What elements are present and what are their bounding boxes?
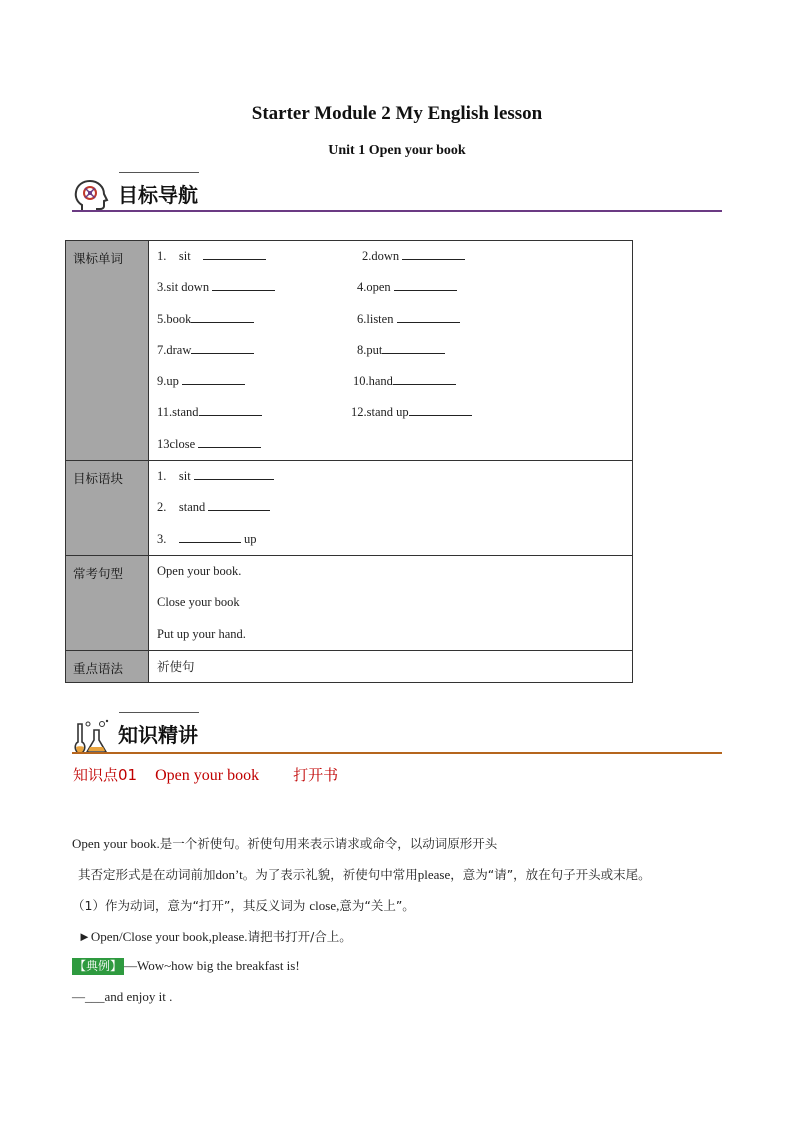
page-title: Starter Module 2 My English lesson (251, 103, 543, 124)
vocab-row: 5.book 6.listen (157, 304, 632, 335)
header-topline (119, 712, 199, 713)
section-label: 知识精讲 (118, 723, 198, 747)
section-label: 目标导航 (118, 183, 198, 207)
vocab-row: 11.stand 12.stand up (157, 397, 632, 428)
vocab-row: 1. sit 2.down (157, 241, 632, 272)
overview-table (65, 240, 633, 683)
grammar-text: 祈使句 (157, 658, 195, 674)
table-row-sentences (66, 555, 633, 650)
grammar-head: 重点语法 (66, 650, 149, 682)
sentences-head: 常考句型 (66, 555, 149, 650)
example-line: 【典例】 —Wow~how big the breakfast is! (74, 958, 300, 973)
sentences-cell (149, 555, 633, 650)
sentence-line: Put up your hand. (157, 626, 246, 641)
chunks-cell (149, 461, 633, 556)
page-subtitle: Unit 1 Open your book (328, 143, 466, 158)
vocab-cell (149, 241, 633, 461)
knowledge-point-heading (73, 764, 338, 785)
para-2: 其否定形式是在动词前加don’t。为了表示礼貌，祈使句中常用please，意为“请”，放在句子开头或末尾。 (78, 867, 651, 882)
example-tag: 【典例】 (74, 959, 123, 973)
header-topline (119, 172, 199, 173)
para-6: —___and enjoy it . (72, 989, 173, 1004)
section-rule (72, 752, 722, 754)
vocab-head: 课标单词 (66, 241, 149, 461)
table-row-grammar (66, 650, 633, 682)
vocab-row: 9.up 10.hand (157, 366, 632, 397)
section-header-nav (72, 172, 722, 212)
sentence-line: Open your book. (157, 563, 242, 578)
kp-chinese: 打开书 (293, 766, 339, 784)
para-1: Open your book.是一个祈使句。祈使句用来表示请求或命令，以动词原形开头 (72, 836, 498, 851)
table-row-chunks (66, 461, 633, 556)
kp-english: Open your book (155, 767, 260, 784)
para-3: （1）作为动词，意为“打开”，其反义词为 close,意为“关上”。 (72, 898, 415, 913)
chunks-head: 目标语块 (66, 461, 149, 556)
chunk-line: 1. sit (157, 461, 632, 492)
vocab-row: 3.sit down 4.open (157, 272, 632, 303)
chunk-line: 2. stand (157, 492, 632, 523)
vocab-row: 13close (157, 429, 632, 460)
flask-icon (72, 718, 110, 756)
table-row-vocab (66, 241, 633, 461)
section-rule (72, 210, 722, 212)
grammar-cell (149, 650, 633, 682)
sentence-line: Close your book (157, 595, 240, 610)
para-4: ►Open/Close your book,please.请把书打开/合上。 (78, 929, 352, 944)
chunk-line: 3. up (157, 531, 257, 546)
section-header-knowledge (72, 712, 722, 756)
kp-number: 知识点01 (73, 766, 138, 784)
vocab-row: 7.draw 8.put (157, 335, 632, 366)
